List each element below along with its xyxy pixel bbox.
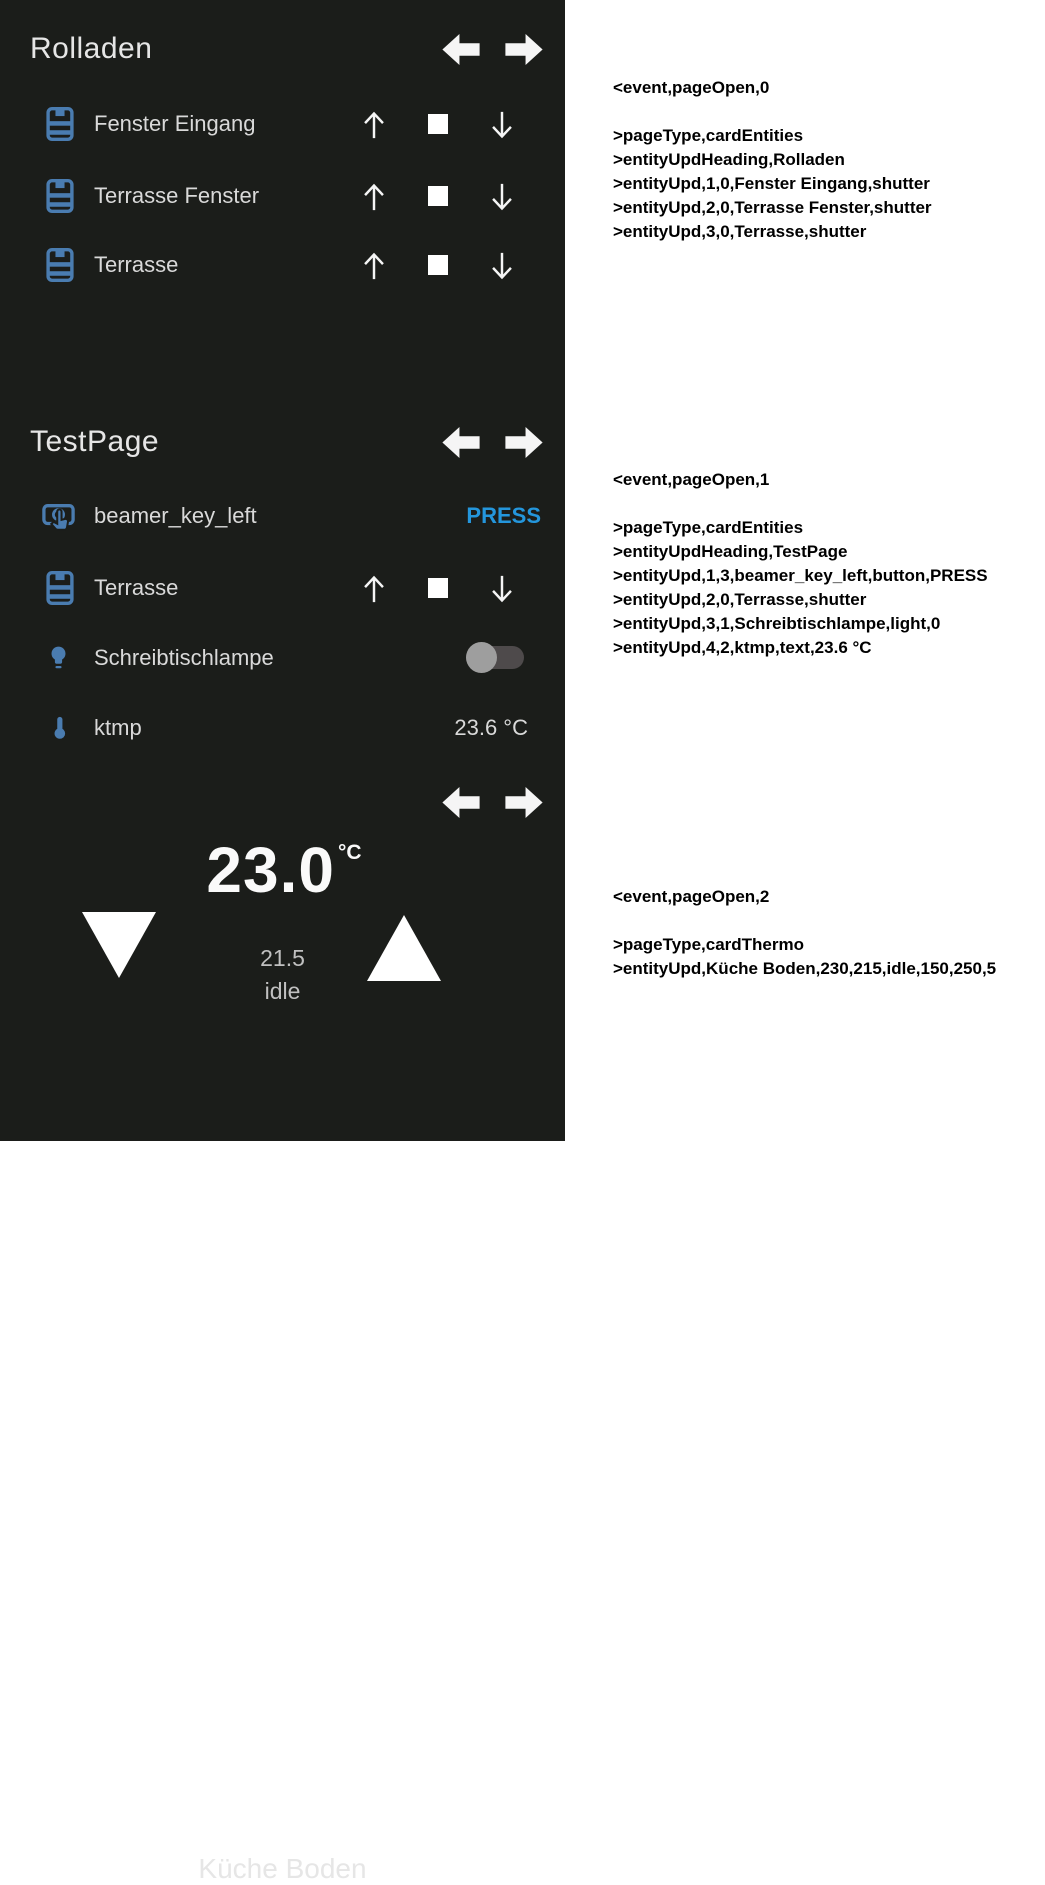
lightbulb-icon — [45, 644, 72, 671]
log-line: >entityUpdHeading,TestPage — [613, 542, 848, 561]
entity-label: Terrasse — [94, 575, 179, 600]
shutter-down-button[interactable] — [488, 573, 516, 605]
hvac-state: idle — [264, 978, 301, 1004]
window-shutter-icon — [46, 179, 74, 213]
entity-row — [0, 710, 565, 746]
panel-testpage — [0, 395, 565, 770]
panel-rolladen — [0, 0, 565, 395]
sensor-value: 23.6 °C — [454, 715, 528, 740]
shutter-up-button[interactable] — [360, 250, 388, 282]
shutter-stop-button[interactable] — [428, 114, 448, 134]
log-line: >entityUpd,4,2,ktmp,text,23.6 °C — [613, 638, 872, 657]
window-shutter-icon — [46, 248, 74, 282]
entity-label: Fenster Eingang — [94, 111, 256, 136]
entity-label: Terrasse Fenster — [94, 183, 260, 208]
panel-thermostat — [0, 770, 565, 1884]
entity-label: Terrasse — [94, 252, 179, 277]
log-block-page2 — [613, 885, 1043, 981]
log-block-page0 — [613, 76, 1043, 244]
log-line: >pageType,cardThermo — [613, 935, 804, 954]
nav-previous-page-icon[interactable] — [442, 34, 480, 65]
toggle-knob — [466, 642, 497, 673]
log-line: >entityUpd,Küche Boden,230,215,idle,150,250,5 — [613, 959, 997, 978]
log-block-page1 — [613, 468, 1043, 660]
current-temperature-value: 23.0 — [206, 834, 335, 906]
nav-previous-page-icon[interactable] — [442, 427, 480, 458]
log-line: >entityUpd,2,0,Terrasse Fenster,shutter — [613, 198, 932, 217]
target-temperature: 21.5 — [260, 945, 305, 971]
log-line: >entityUpd,2,0,Terrasse,shutter — [613, 590, 867, 609]
entity-row — [0, 247, 565, 283]
page-title: Rolladen — [30, 32, 153, 65]
nav-next-page-icon[interactable] — [505, 34, 543, 65]
shutter-down-button[interactable] — [488, 109, 516, 141]
log-line: >entityUpd,1,0,Fenster Eingang,shutter — [613, 174, 930, 193]
entity-label: Schreibtischlampe — [94, 645, 274, 670]
shutter-stop-button[interactable] — [428, 255, 448, 275]
entity-row — [0, 570, 565, 606]
log-event-line: <event,pageOpen,2 — [613, 887, 770, 906]
shutter-down-button[interactable] — [488, 250, 516, 282]
entity-label: beamer_key_left — [94, 503, 257, 528]
entity-row — [0, 498, 565, 534]
page-title: TestPage — [30, 425, 160, 458]
gesture-tap-button-icon — [42, 500, 75, 533]
shutter-up-button[interactable] — [360, 181, 388, 213]
nav-next-page-icon[interactable] — [505, 787, 543, 818]
light-toggle-switch[interactable] — [466, 642, 524, 673]
log-line: >entityUpd,1,3,beamer_key_left,button,PRESS — [613, 566, 988, 585]
shutter-stop-button[interactable] — [428, 578, 448, 598]
window-shutter-icon — [46, 107, 74, 141]
thermostat-room-title: Küche Boden — [198, 1853, 367, 1884]
log-line: >entityUpd,3,1,Schreibtischlampe,light,0 — [613, 614, 941, 633]
shutter-up-button[interactable] — [360, 573, 388, 605]
entity-row — [0, 640, 565, 676]
log-line: >entityUpd,3,0,Terrasse,shutter — [613, 222, 867, 241]
log-event-line: <event,pageOpen,1 — [613, 470, 770, 489]
temperature-unit: °C — [337, 841, 362, 864]
current-temperature — [0, 833, 565, 907]
log-line: >pageType,cardEntities — [613, 518, 804, 537]
entity-row — [0, 106, 565, 142]
entity-row — [0, 178, 565, 214]
window-shutter-icon — [46, 571, 74, 605]
shutter-up-button[interactable] — [360, 109, 388, 141]
thermometer-icon — [46, 714, 73, 741]
nav-next-page-icon[interactable] — [505, 427, 543, 458]
entity-label: ktmp — [94, 715, 142, 740]
shutter-stop-button[interactable] — [428, 186, 448, 206]
log-line: >pageType,cardEntities — [613, 126, 804, 145]
nav-previous-page-icon[interactable] — [442, 787, 480, 818]
press-button[interactable]: PRESS — [466, 503, 541, 528]
log-line: >entityUpdHeading,Rolladen — [613, 150, 845, 169]
log-event-line: <event,pageOpen,0 — [613, 78, 770, 97]
shutter-down-button[interactable] — [488, 181, 516, 213]
